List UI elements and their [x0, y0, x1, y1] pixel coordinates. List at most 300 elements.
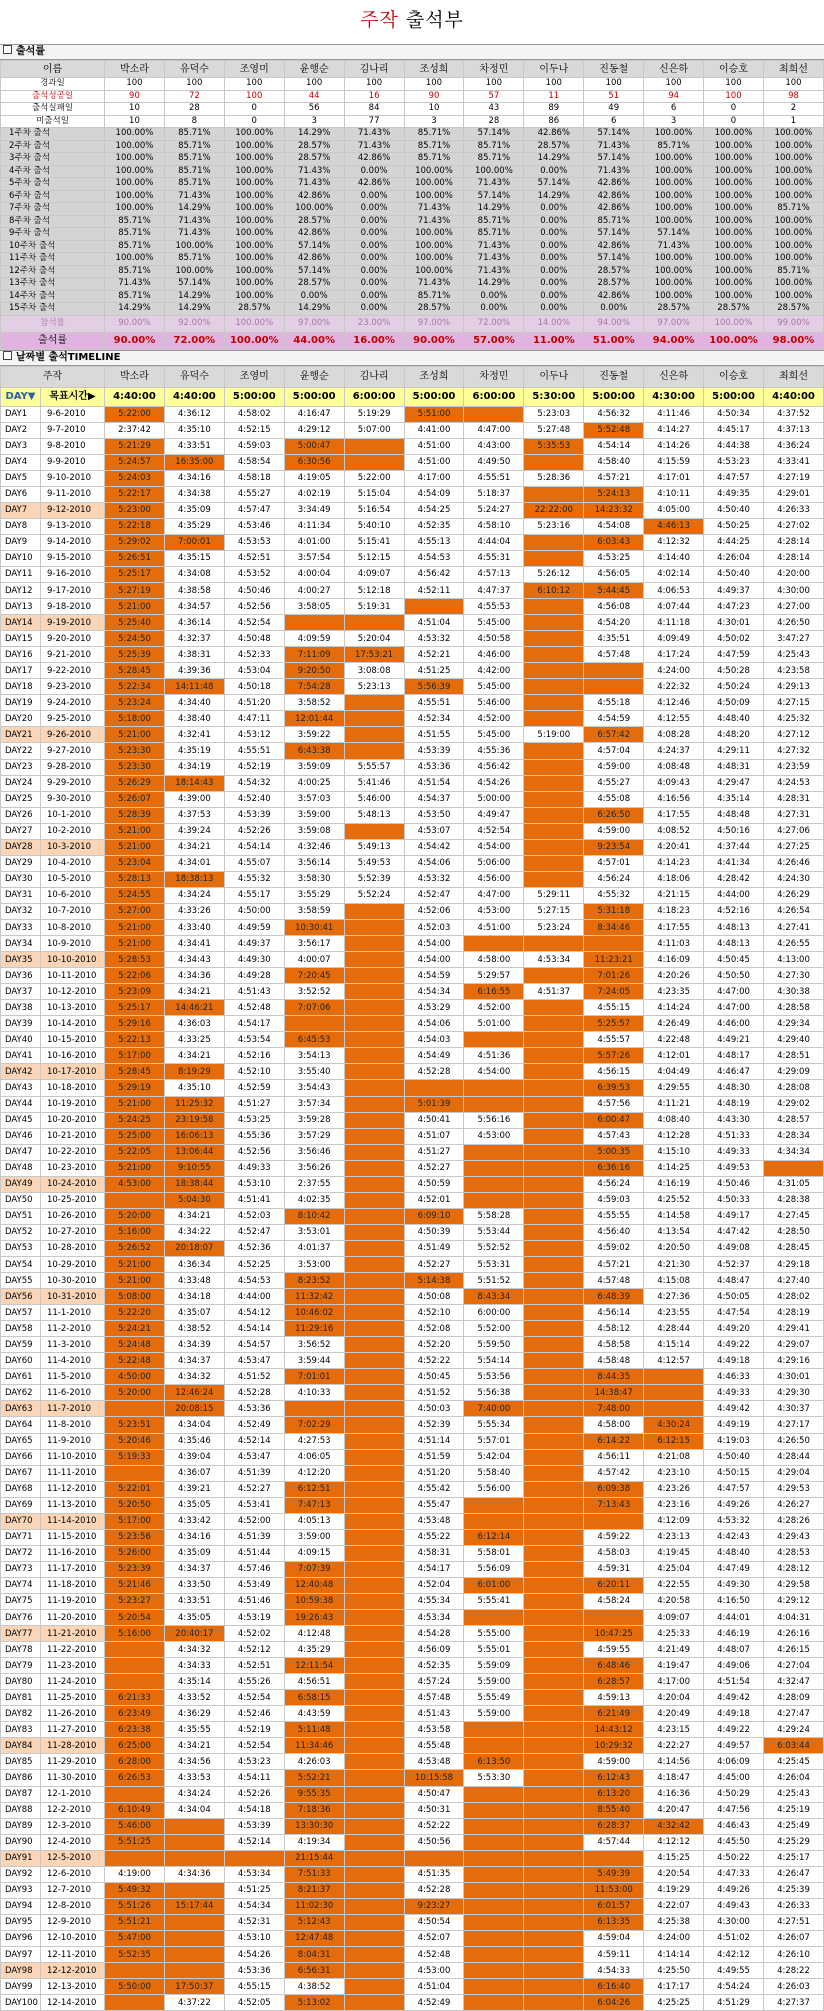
rate-value-cell[interactable]: 94.00%	[584, 315, 644, 332]
attendance-time-cell[interactable]: 4:28:14	[763, 550, 823, 566]
attendance-time-cell[interactable]	[524, 1866, 584, 1882]
attendance-time-cell[interactable]: 6:14:22	[584, 1433, 644, 1449]
attendance-time-cell[interactable]: 4:11:18	[644, 615, 704, 631]
attendance-time-cell[interactable]: 4:53:32	[704, 1513, 764, 1529]
day-cell[interactable]: DAY91	[1, 1850, 41, 1866]
day-cell[interactable]: DAY94	[1, 1898, 41, 1914]
week-value-cell[interactable]: 71.43%	[164, 215, 224, 228]
attendance-time-cell[interactable]	[524, 839, 584, 855]
attendance-time-cell[interactable]: 4:20:04	[644, 1690, 704, 1706]
attendance-time-cell[interactable]: 4:53:29	[404, 1000, 464, 1016]
day-cell[interactable]: DAY98	[1, 1963, 41, 1979]
attendance-time-cell[interactable]: 16:35:00	[164, 454, 224, 470]
attendance-time-cell[interactable]	[344, 1112, 404, 1128]
attendance-time-cell[interactable]: 5:22:00	[105, 406, 165, 422]
attendance-time-cell[interactable]: 4:20:00	[763, 566, 823, 582]
attendance-time-cell[interactable]: 4:17:55	[644, 807, 704, 823]
attendance-time-cell[interactable]: 4:25:43	[763, 647, 823, 663]
week-value-cell[interactable]: 100.00%	[644, 265, 704, 278]
day-cell[interactable]: DAY80	[1, 1674, 41, 1690]
attendance-time-cell[interactable]: 4:49:30	[224, 952, 284, 968]
attendance-time-cell[interactable]: 4:55:57	[584, 1032, 644, 1048]
date-cell[interactable]: 10-11-2010	[41, 968, 105, 984]
attendance-time-cell[interactable]: 4:25:29	[763, 1834, 823, 1850]
attendance-time-cell[interactable]: 22:22:00	[524, 502, 584, 518]
attendance-time-cell[interactable]	[344, 711, 404, 727]
attendance-time-cell[interactable]: 11:02:30	[284, 1898, 344, 1914]
stat-value-cell[interactable]: 43	[464, 103, 524, 116]
attendance-time-cell[interactable]: 4:56:00	[464, 871, 524, 887]
date-cell[interactable]: 12-12-2010	[41, 1963, 105, 1979]
attendance-time-cell[interactable]	[164, 1850, 224, 1866]
stat-value-cell[interactable]: 1	[763, 115, 823, 128]
stat-value-cell[interactable]: 16	[344, 90, 404, 103]
day-cell[interactable]: DAY6	[1, 486, 41, 502]
attendance-time-cell[interactable]: 4:57:46	[224, 1561, 284, 1577]
date-cell[interactable]: 11-26-2010	[41, 1706, 105, 1722]
date-cell[interactable]: 10-1-2010	[41, 807, 105, 823]
day-cell[interactable]: DAY7	[1, 502, 41, 518]
attendance-time-cell[interactable]: 4:50:31	[404, 1802, 464, 1818]
attendance-time-cell[interactable]: 4:50:09	[704, 695, 764, 711]
attendance-time-cell[interactable]: 5:57:26	[584, 1048, 644, 1064]
day-cell[interactable]: DAY44	[1, 1096, 41, 1112]
collapse-icon[interactable]	[3, 351, 12, 360]
attendance-time-cell[interactable]: 4:50:00	[224, 903, 284, 919]
attendance-time-cell[interactable]: 4:34:37	[164, 1353, 224, 1369]
attendance-time-cell[interactable]: 3:47:27	[763, 631, 823, 647]
attendance-time-cell[interactable]: 5:45:00	[464, 615, 524, 631]
attendance-time-cell[interactable]: 4:23:16	[644, 1497, 704, 1513]
attendance-time-cell[interactable]: 4:52:10	[224, 1064, 284, 1080]
attendance-time-cell[interactable]	[524, 1947, 584, 1963]
attendance-time-cell[interactable]: 4:52:22	[404, 1353, 464, 1369]
attendance-time-cell[interactable]: 5:55:41	[464, 1593, 524, 1609]
attendance-time-cell[interactable]: 3:34:49	[284, 502, 344, 518]
attendance-time-cell[interactable]	[464, 1882, 524, 1898]
attendance-time-cell[interactable]: 12:40:48	[284, 1577, 344, 1593]
attendance-time-cell[interactable]: 4:19:34	[284, 1834, 344, 1850]
attendance-time-cell[interactable]: 4:50:56	[404, 1834, 464, 1850]
attendance-time-cell[interactable]: 12:01:44	[284, 711, 344, 727]
attendance-time-cell[interactable]: 4:34:32	[164, 1369, 224, 1385]
attendance-time-cell[interactable]: 6:56:31	[284, 1963, 344, 1979]
attendance-time-cell[interactable]: 5:26:52	[105, 1240, 165, 1256]
attendance-time-cell[interactable]: 4:20:50	[644, 1240, 704, 1256]
attendance-time-cell[interactable]: 5:00:47	[284, 438, 344, 454]
attendance-time-cell[interactable]	[464, 1850, 524, 1866]
attendance-time-cell[interactable]	[584, 679, 644, 695]
week-value-cell[interactable]: 28.57%	[284, 153, 344, 166]
attendance-time-cell[interactable]: 3:57:34	[284, 1096, 344, 1112]
attendance-time-cell[interactable]: 4:49:42	[704, 1690, 764, 1706]
attendance-time-cell[interactable]: 4:49:37	[224, 936, 284, 952]
attendance-time-cell[interactable]	[524, 1738, 584, 1754]
attendance-time-cell[interactable]: 5:47:00	[105, 1930, 165, 1946]
attendance-time-cell[interactable]: 4:29:18	[763, 1256, 823, 1272]
attendance-time-cell[interactable]: 4:26:50	[763, 615, 823, 631]
attendance-time-cell[interactable]: 4:29:41	[763, 1321, 823, 1337]
week-value-cell[interactable]: 42.86%	[344, 178, 404, 191]
date-cell[interactable]: 12-7-2010	[41, 1882, 105, 1898]
attendance-time-cell[interactable]	[344, 1497, 404, 1513]
attendance-time-cell[interactable]: 4:18:23	[644, 903, 704, 919]
attendance-time-cell[interactable]: 4:53:34	[224, 1866, 284, 1882]
attendance-time-cell[interactable]: 4:51:44	[224, 1545, 284, 1561]
attendance-time-cell[interactable]	[524, 1995, 584, 2011]
attendance-time-cell[interactable]: 4:55:07	[224, 855, 284, 871]
date-cell[interactable]: 9-15-2010	[41, 550, 105, 566]
attendance-time-cell[interactable]: 4:05:13	[284, 1513, 344, 1529]
attendance-time-cell[interactable]: 4:57:48	[404, 1690, 464, 1706]
attendance-time-cell[interactable]: 4:53:12	[224, 727, 284, 743]
attendance-time-cell[interactable]: 4:54:53	[404, 550, 464, 566]
attendance-time-cell[interactable]	[464, 1160, 524, 1176]
attendance-time-cell[interactable]: 5:12:43	[284, 1914, 344, 1930]
attendance-time-cell[interactable]: 4:33:51	[164, 1593, 224, 1609]
attendance-time-cell[interactable]: 4:19:29	[644, 1882, 704, 1898]
date-cell[interactable]: 11-6-2010	[41, 1385, 105, 1401]
week-value-cell[interactable]: 100.00%	[224, 190, 284, 203]
attendance-time-cell[interactable]	[644, 1385, 704, 1401]
attendance-time-cell[interactable]	[524, 1882, 584, 1898]
attendance-time-cell[interactable]: 4:29:34	[763, 1016, 823, 1032]
attendance-time-cell[interactable]	[344, 1208, 404, 1224]
attendance-time-cell[interactable]: 6:16:40	[584, 1979, 644, 1995]
attendance-time-cell[interactable]: 4:26:50	[763, 1433, 823, 1449]
attendance-time-cell[interactable]: 4:51:29	[704, 1995, 764, 2011]
attendance-time-cell[interactable]: 4:53:10	[224, 1930, 284, 1946]
attendance-time-cell[interactable]	[524, 1032, 584, 1048]
week-value-cell[interactable]: 85.71%	[464, 140, 524, 153]
week-value-cell[interactable]: 0.00%	[524, 278, 584, 291]
attendance-time-cell[interactable]: 4:27:04	[763, 1658, 823, 1674]
attendance-time-cell[interactable]: 5:24:50	[105, 631, 165, 647]
attendance-time-cell[interactable]: 4:54:17	[404, 1561, 464, 1577]
attendance-time-cell[interactable]: 4:51:00	[404, 454, 464, 470]
attendance-time-cell[interactable]	[524, 1497, 584, 1513]
stat-value-cell[interactable]: 84	[344, 103, 404, 116]
date-cell[interactable]: 12-14-2010	[41, 1995, 105, 2011]
week-value-cell[interactable]: 85.71%	[464, 228, 524, 241]
attendance-time-cell[interactable]: 4:22:48	[644, 1032, 704, 1048]
stat-value-cell[interactable]: 3	[644, 115, 704, 128]
attendance-time-cell[interactable]: 4:53:39	[224, 1818, 284, 1834]
attendance-time-cell[interactable]: 6:45:53	[284, 1032, 344, 1048]
date-cell[interactable]: 10-13-2010	[41, 1000, 105, 1016]
date-cell[interactable]: 12-2-2010	[41, 1802, 105, 1818]
attendance-time-cell[interactable]: 4:06:05	[284, 1449, 344, 1465]
attendance-time-cell[interactable]: 4:36:14	[164, 615, 224, 631]
attendance-time-cell[interactable]: 4:26:46	[763, 855, 823, 871]
attendance-time-cell[interactable]: 4:55:15	[584, 1000, 644, 1016]
attendance-time-cell[interactable]: 4:58:54	[224, 454, 284, 470]
attendance-time-cell[interactable]: 4:19:45	[644, 1545, 704, 1561]
attendance-time-cell[interactable]	[644, 1401, 704, 1417]
attendance-time-cell[interactable]	[344, 727, 404, 743]
attendance-time-cell[interactable]	[524, 823, 584, 839]
attendance-time-cell[interactable]	[164, 1818, 224, 1834]
attendance-time-cell[interactable]	[464, 1866, 524, 1882]
attendance-time-cell[interactable]: 4:49:06	[704, 1658, 764, 1674]
attendance-time-cell[interactable]: 4:55:32	[224, 871, 284, 887]
attendance-time-cell[interactable]: 13:30:30	[284, 1818, 344, 1834]
week-value-cell[interactable]: 0.00%	[524, 265, 584, 278]
attendance-time-cell[interactable]	[644, 1369, 704, 1385]
attendance-time-cell[interactable]: 6:25:00	[105, 1738, 165, 1754]
week-value-cell[interactable]: 0.00%	[284, 290, 344, 303]
attendance-time-cell[interactable]: 4:11:03	[644, 936, 704, 952]
attendance-time-cell[interactable]: 4:12:12	[644, 1834, 704, 1850]
attendance-time-cell[interactable]	[105, 1786, 165, 1802]
attendance-time-cell[interactable]: 4:49:26	[704, 1497, 764, 1513]
stat-value-cell[interactable]: 100	[584, 78, 644, 91]
attendance-time-cell[interactable]: 5:56:38	[464, 1385, 524, 1401]
target-time-cell[interactable]: 5:00:00	[404, 387, 464, 406]
day-cell[interactable]: DAY2	[1, 422, 41, 438]
attendance-time-cell[interactable]: 4:55:22	[404, 1529, 464, 1545]
attendance-time-cell[interactable]	[284, 615, 344, 631]
day-cell[interactable]: DAY4	[1, 454, 41, 470]
attendance-time-cell[interactable]: 4:34:22	[164, 1224, 224, 1240]
week-value-cell[interactable]: 100.00%	[224, 128, 284, 141]
attendance-time-cell[interactable]: 4:35:51	[584, 631, 644, 647]
attendance-time-cell[interactable]: 4:34:04	[164, 1802, 224, 1818]
rate-value-cell[interactable]: 99.00%	[763, 315, 823, 332]
attendance-time-cell[interactable]: 4:47:37	[464, 583, 524, 599]
attendance-time-cell[interactable]: 4:15:10	[644, 1144, 704, 1160]
date-cell[interactable]: 9-23-2010	[41, 679, 105, 695]
stat-value-cell[interactable]: 0	[704, 103, 764, 116]
attendance-time-cell[interactable]: 4:12:09	[644, 1513, 704, 1529]
attendance-time-cell[interactable]: 4:47:11	[224, 711, 284, 727]
week-value-cell[interactable]: 0.00%	[524, 203, 584, 216]
attendance-time-cell[interactable]	[164, 1947, 224, 1963]
attendance-time-cell[interactable]: 4:45:00	[704, 1770, 764, 1786]
attendance-time-cell[interactable]: 4:52:28	[404, 1882, 464, 1898]
attendance-time-cell[interactable]: 4:53:34	[404, 1610, 464, 1626]
attendance-time-cell[interactable]: 4:25:49	[763, 1818, 823, 1834]
date-cell[interactable]: 11-10-2010	[41, 1449, 105, 1465]
attendance-time-cell[interactable]: 4:53:39	[404, 743, 464, 759]
attendance-time-cell[interactable]: 4:27:47	[763, 1706, 823, 1722]
attendance-time-cell[interactable]: 5:27:15	[524, 903, 584, 919]
day-cell[interactable]: DAY41	[1, 1048, 41, 1064]
attendance-time-cell[interactable]	[344, 1513, 404, 1529]
attendance-time-cell[interactable]: 4:49:21	[704, 1032, 764, 1048]
attendance-time-cell[interactable]: 5:26:07	[105, 791, 165, 807]
attendance-time-cell[interactable]: 5:22:05	[105, 1144, 165, 1160]
stat-value-cell[interactable]: 100	[763, 78, 823, 91]
date-cell[interactable]: 10-4-2010	[41, 855, 105, 871]
attendance-time-cell[interactable]: 4:33:42	[164, 1513, 224, 1529]
attendance-time-cell[interactable]: 4:29:04	[763, 1465, 823, 1481]
day-cell[interactable]: DAY86	[1, 1770, 41, 1786]
week-value-cell[interactable]: 100.00%	[644, 203, 704, 216]
attendance-time-cell[interactable]: 4:51:41	[224, 1192, 284, 1208]
attendance-time-cell[interactable]: 4:34:32	[164, 1642, 224, 1658]
attendance-time-cell[interactable]	[524, 1818, 584, 1834]
attendance-time-cell[interactable]	[524, 1850, 584, 1866]
week-value-cell[interactable]: 71.43%	[404, 203, 464, 216]
attendance-time-cell[interactable]: 4:54:08	[584, 518, 644, 534]
week-value-cell[interactable]: 100.00%	[105, 153, 165, 166]
week-value-cell[interactable]: 85.71%	[164, 253, 224, 266]
day-cell[interactable]: DAY27	[1, 823, 41, 839]
attendance-time-cell[interactable]: 5:23:24	[105, 695, 165, 711]
attendance-time-cell[interactable]: 4:52:08	[404, 1321, 464, 1337]
attendance-time-cell[interactable]: 4:27:02	[763, 518, 823, 534]
week-value-cell[interactable]: 100.00%	[704, 203, 764, 216]
date-cell[interactable]: 10-14-2010	[41, 1016, 105, 1032]
day-cell[interactable]: DAY92	[1, 1866, 41, 1882]
attendance-time-cell[interactable]: 4:57:42	[584, 1465, 644, 1481]
attendance-time-cell[interactable]: 6:58:15	[284, 1690, 344, 1706]
attendance-time-cell[interactable]: 4:22:55	[644, 1577, 704, 1593]
attendance-time-cell[interactable]: 5:56:09	[464, 1561, 524, 1577]
member-name-cell[interactable]: 박소라	[105, 366, 165, 387]
attendance-time-cell[interactable]	[524, 1305, 584, 1321]
attendance-time-cell[interactable]	[524, 1417, 584, 1433]
member-name-cell[interactable]: 신은하	[644, 61, 704, 78]
week-value-cell[interactable]: 42.86%	[584, 203, 644, 216]
attendance-time-cell[interactable]	[404, 599, 464, 615]
attendance-time-cell[interactable]: 5:21:00	[105, 839, 165, 855]
date-cell[interactable]: 12-10-2010	[41, 1930, 105, 1946]
attendance-time-cell[interactable]: 5:16:00	[105, 1224, 165, 1240]
attendance-time-cell[interactable]: 5:01:39	[404, 1096, 464, 1112]
attendance-time-cell[interactable]: 4:53:48	[404, 1513, 464, 1529]
attendance-time-cell[interactable]	[464, 406, 524, 422]
attendance-time-cell[interactable]: 5:00:00	[464, 791, 524, 807]
attendance-time-cell[interactable]: 4:55:48	[404, 1738, 464, 1754]
attendance-time-cell[interactable]: 4:44:04	[464, 534, 524, 550]
day-cell[interactable]: DAY60	[1, 1353, 41, 1369]
target-time-cell[interactable]: 4:40:00	[763, 387, 823, 406]
attendance-time-cell[interactable]: 4:49:35	[704, 486, 764, 502]
attendance-time-cell[interactable]	[344, 1818, 404, 1834]
attendance-time-cell[interactable]: 5:22:34	[105, 679, 165, 695]
attendance-time-cell[interactable]: 5:29:11	[524, 887, 584, 903]
attendance-time-cell[interactable]: 4:53:54	[224, 1032, 284, 1048]
attendance-time-cell[interactable]: 4:27:30	[763, 968, 823, 984]
attendance-time-cell[interactable]: 5:46:00	[344, 791, 404, 807]
attendance-time-cell[interactable]: 6:21:33	[105, 1690, 165, 1706]
attendance-time-cell[interactable]: 4:50:50	[704, 968, 764, 984]
attendance-time-cell[interactable]: 4:26:03	[763, 1979, 823, 1995]
attendance-time-cell[interactable]	[344, 1674, 404, 1690]
week-value-cell[interactable]: 100.00%	[644, 178, 704, 191]
attendance-time-cell[interactable]: 5:21:00	[105, 1096, 165, 1112]
attendance-time-cell[interactable]: 4:26:29	[763, 887, 823, 903]
day-cell[interactable]: DAY74	[1, 1577, 41, 1593]
attendance-time-cell[interactable]: 3:53:01	[284, 1224, 344, 1240]
member-name-cell[interactable]: 진동철	[584, 366, 644, 387]
attendance-time-cell[interactable]: 4:27:41	[763, 920, 823, 936]
day-cell[interactable]: DAY88	[1, 1802, 41, 1818]
attendance-time-cell[interactable]: 4:33:48	[164, 1273, 224, 1289]
attendance-time-cell[interactable]: 5:41:46	[344, 775, 404, 791]
attendance-time-cell[interactable]: 4:43:00	[464, 438, 524, 454]
attendance-time-cell[interactable]: 4:48:17	[704, 1048, 764, 1064]
attendance-time-cell[interactable]: 4:49:18	[704, 1706, 764, 1722]
attendance-time-cell[interactable]: 5:49:32	[105, 1882, 165, 1898]
week-label-cell[interactable]: 14주차 출석	[1, 290, 105, 303]
attendance-time-cell[interactable]: 3:58:52	[284, 695, 344, 711]
attendance-time-cell[interactable]: 4:46:19	[704, 1626, 764, 1642]
attendance-time-cell[interactable]: 5:52:52	[464, 1240, 524, 1256]
attendance-time-cell[interactable]	[584, 936, 644, 952]
attendance-time-cell[interactable]: 4:50:40	[704, 502, 764, 518]
stat-value-cell[interactable]: 100	[284, 78, 344, 91]
attendance-time-cell[interactable]: 4:29:40	[763, 1032, 823, 1048]
attendance-time-cell[interactable]: 4:01:00	[284, 534, 344, 550]
week-value-cell[interactable]: 0.00%	[344, 278, 404, 291]
attendance-time-cell[interactable]	[464, 1834, 524, 1850]
attendance-time-cell[interactable]: 4:52:16	[224, 1048, 284, 1064]
attendance-time-cell[interactable]: 4:49:28	[224, 968, 284, 984]
attendance-time-cell[interactable]: 4:46:00	[704, 1016, 764, 1032]
attendance-time-cell[interactable]: 4:52:47	[224, 1224, 284, 1240]
attendance-time-cell[interactable]: 4:54:17	[224, 1016, 284, 1032]
day-cell[interactable]: DAY5	[1, 470, 41, 486]
attendance-time-cell[interactable]: 4:28:22	[763, 1963, 823, 1979]
date-cell[interactable]: 11-24-2010	[41, 1674, 105, 1690]
attendance-time-cell[interactable]: 4:47:23	[704, 599, 764, 615]
week-value-cell[interactable]: 14.29%	[524, 153, 584, 166]
day-cell[interactable]: DAY45	[1, 1112, 41, 1128]
attendance-time-cell[interactable]	[524, 599, 584, 615]
attendance-time-cell[interactable]: 4:33:40	[164, 920, 224, 936]
day-sort-dropdown[interactable]: DAY▼	[1, 387, 41, 406]
attendance-time-cell[interactable]: 4:14:40	[644, 550, 704, 566]
attendance-time-cell[interactable]: 4:44:00	[704, 887, 764, 903]
attendance-time-cell[interactable]: 4:52:56	[224, 599, 284, 615]
attendance-time-cell[interactable]: 4:44:00	[224, 1289, 284, 1305]
attendance-time-cell[interactable]	[524, 1256, 584, 1272]
attendance-time-cell[interactable]: 6:28:00	[105, 1754, 165, 1770]
attendance-time-cell[interactable]: 4:34:24	[164, 1786, 224, 1802]
attendance-time-cell[interactable]: 4:55:36	[464, 743, 524, 759]
day-cell[interactable]: DAY57	[1, 1305, 41, 1321]
attendance-time-cell[interactable]: 5:23:13	[344, 679, 404, 695]
attendance-time-cell[interactable]: 4:52:20	[404, 1337, 464, 1353]
date-cell[interactable]: 11-12-2010	[41, 1481, 105, 1497]
day-cell[interactable]: DAY25	[1, 791, 41, 807]
attendance-time-cell[interactable]: 4:28:19	[763, 1305, 823, 1321]
attendance-time-cell[interactable]: 5:21:29	[105, 438, 165, 454]
attendance-time-cell[interactable]: 4:55:31	[464, 550, 524, 566]
week-value-cell[interactable]: 0.00%	[344, 265, 404, 278]
attendance-time-cell[interactable]	[344, 695, 404, 711]
attendance-time-cell[interactable]: 4:41:00	[404, 422, 464, 438]
week-value-cell[interactable]: 14.29%	[464, 203, 524, 216]
attendance-time-cell[interactable]	[524, 615, 584, 631]
attendance-time-cell[interactable]: 4:54:26	[464, 775, 524, 791]
date-cell[interactable]: 10-28-2010	[41, 1240, 105, 1256]
attendance-time-cell[interactable]: 4:56:14	[584, 1305, 644, 1321]
week-value-cell[interactable]: 57.14%	[464, 190, 524, 203]
attendance-time-cell[interactable]: 4:53:00	[404, 1963, 464, 1979]
attendance-time-cell[interactable]: 5:52:21	[284, 1770, 344, 1786]
week-value-cell[interactable]: 100.00%	[704, 190, 764, 203]
attendance-time-cell[interactable]: 4:35:07	[164, 1305, 224, 1321]
attendance-time-cell[interactable]: 5:07:00	[344, 422, 404, 438]
attendance-time-cell[interactable]: 4:27:51	[763, 1914, 823, 1930]
rate-value-cell[interactable]: 100.00%	[704, 315, 764, 332]
attendance-time-cell[interactable]: 4:08:40	[644, 1112, 704, 1128]
stat-value-cell[interactable]: 28	[464, 115, 524, 128]
